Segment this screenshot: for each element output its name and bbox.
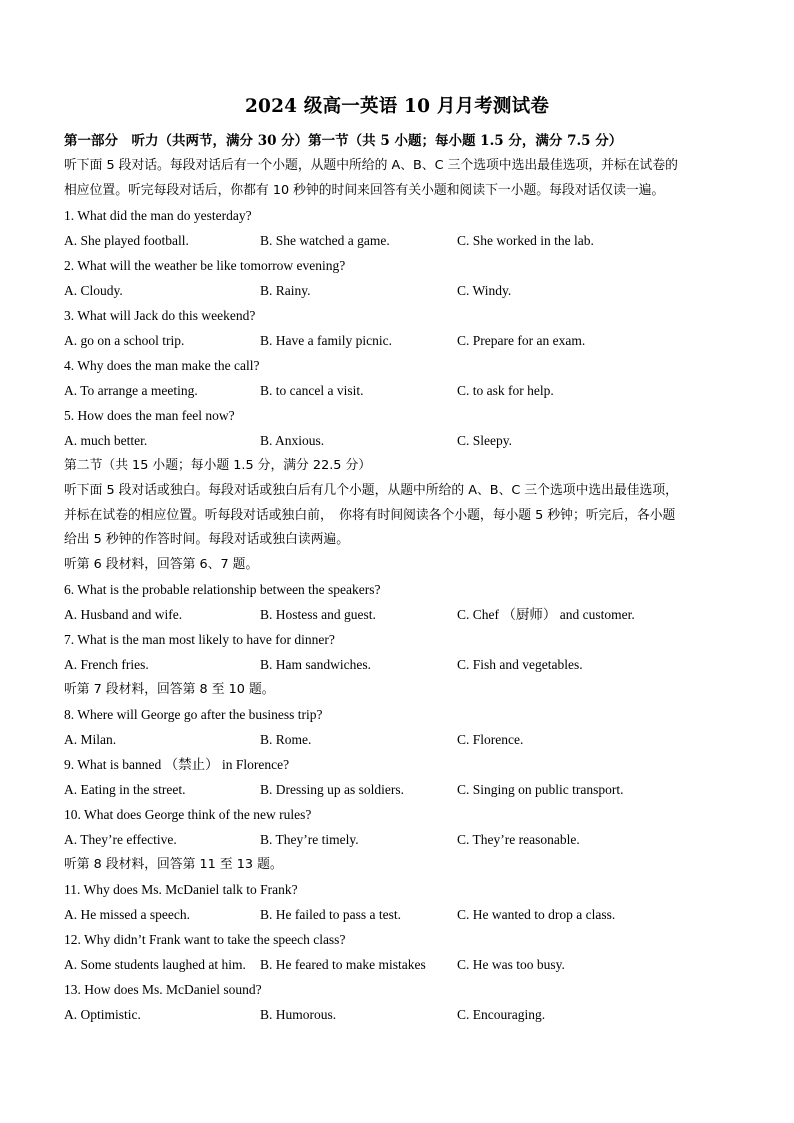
option-a: A. go on a school trip.	[64, 333, 185, 348]
instruction-line: 并标在试卷的相应位置。听每段对话或独白前， 你将有时间阅读各个小题，每小题 5 秒钟；听完后，各小题	[64, 508, 676, 523]
instruction-line: 给出 5 秒钟的作答时间。每段对话或独白读两遍。	[64, 532, 350, 547]
question-text: 3. What will Jack do this weekend?	[64, 308, 256, 323]
option-c: C. Prepare for an exam.	[457, 333, 586, 348]
option-a: A. Some students laughed at him.	[64, 957, 246, 972]
question-text: 7. What is the man most likely to have for dinner?	[64, 632, 335, 647]
option-a: A. Milan.	[64, 732, 117, 747]
option-c: C. Fish and vegetables.	[457, 657, 583, 672]
option-b: B. Rainy.	[260, 283, 311, 298]
option-b: B. Have a family picnic.	[260, 333, 392, 348]
part1-header: 第一部分 听力（共两节，满分 30 分）第一节（共 5 小题；每小题 1.5 分，满分 7.5 分）	[64, 133, 623, 149]
instruction-line: 相应位置。听完每段对话后，你都有 10 秒钟的时间来回答有关小题和阅读下一小题。每段对话仅读一遍。	[64, 183, 665, 198]
option-b: B. Hostess and guest.	[260, 607, 376, 622]
question-text: 4. Why does the man make the call?	[64, 358, 260, 373]
option-b: B. Dressing up as soldiers.	[260, 782, 404, 797]
option-c: C. to ask for help.	[457, 383, 554, 398]
option-a: A. To arrange a meeting.	[64, 383, 198, 398]
question-text: 10. What does George think of the new rules?	[64, 807, 312, 822]
option-c: C. He wanted to drop a class.	[457, 907, 616, 922]
group-header: 听第 7 段材料，回答第 8 至 10 题。	[64, 682, 275, 697]
instruction-line: 听下面 5 段对话或独白。每段对话或独白后有几个小题，从题中所给的 A、B、C 三个选项中选出最佳选项，	[64, 483, 678, 498]
option-b: B. He failed to pass a test.	[260, 907, 401, 922]
option-c: C. Singing on public transport.	[457, 782, 624, 797]
option-a: A. French fries.	[64, 657, 149, 672]
option-b: B. She watched a game.	[260, 233, 390, 248]
page-title: 2024 级高一英语 10 月月考测试卷	[244, 96, 550, 117]
option-c: C. Windy.	[457, 283, 512, 298]
question-text: 2. What will the weather be like tomorrow evening?	[64, 258, 346, 273]
question-text: 9. What is banned （禁止） in Florence?	[64, 757, 290, 772]
question-text: 11. Why does Ms. McDaniel talk to Frank?	[64, 882, 298, 897]
option-b: B. Ham sandwiches.	[260, 657, 371, 672]
option-c: C. She worked in the lab.	[457, 233, 594, 248]
option-c: C. Sleepy.	[457, 433, 512, 448]
option-a: A. She played football.	[64, 233, 189, 248]
question-text: 8. Where will George go after the business trip?	[64, 707, 323, 722]
option-b: B. Rome.	[260, 732, 312, 747]
option-c: C. Florence.	[457, 732, 524, 747]
group-header: 听第 6 段材料，回答第 6、7 题。	[64, 557, 259, 572]
option-a: A. They’re effective.	[64, 832, 177, 847]
question-text: 6. What is the probable relationship between the speakers?	[64, 582, 381, 597]
option-c: C. Chef （厨师） and customer.	[457, 607, 635, 622]
section2-header: 第二节（共 15 小题；每小题 1.5 分，满分 22.5 分）	[64, 458, 372, 473]
option-b: B. They’re timely.	[260, 832, 359, 847]
option-a: A. much better.	[64, 433, 148, 448]
question-text: 5. How does the man feel now?	[64, 408, 235, 423]
option-a: A. Cloudy.	[64, 283, 123, 298]
question-text: 1. What did the man do yesterday?	[64, 208, 252, 223]
option-b: B. He feared to make mistakes	[260, 957, 426, 972]
instruction-line: 听下面 5 段对话。每段对话后有一个小题，从题中所给的 A、B、C 三个选项中选出最佳选项，并标在试卷的	[64, 158, 678, 173]
question-text: 12. Why didn’t Frank want to take the speech class?	[64, 932, 346, 947]
option-c: C. He was too busy.	[457, 957, 565, 972]
option-b: B. to cancel a visit.	[260, 383, 364, 398]
question-text: 13. How does Ms. McDaniel sound?	[64, 982, 262, 997]
option-b: B. Humorous.	[260, 1007, 337, 1022]
option-c: C. Encouraging.	[457, 1007, 546, 1022]
option-a: A. He missed a speech.	[64, 907, 190, 922]
option-a: A. Eating in the street.	[64, 782, 186, 797]
group-header: 听第 8 段材料，回答第 11 至 13 题。	[64, 857, 283, 872]
option-a: A. Optimistic.	[64, 1007, 141, 1022]
option-a: A. Husband and wife.	[64, 607, 183, 622]
option-c: C. They’re reasonable.	[457, 832, 580, 847]
option-b: B. Anxious.	[260, 433, 325, 448]
